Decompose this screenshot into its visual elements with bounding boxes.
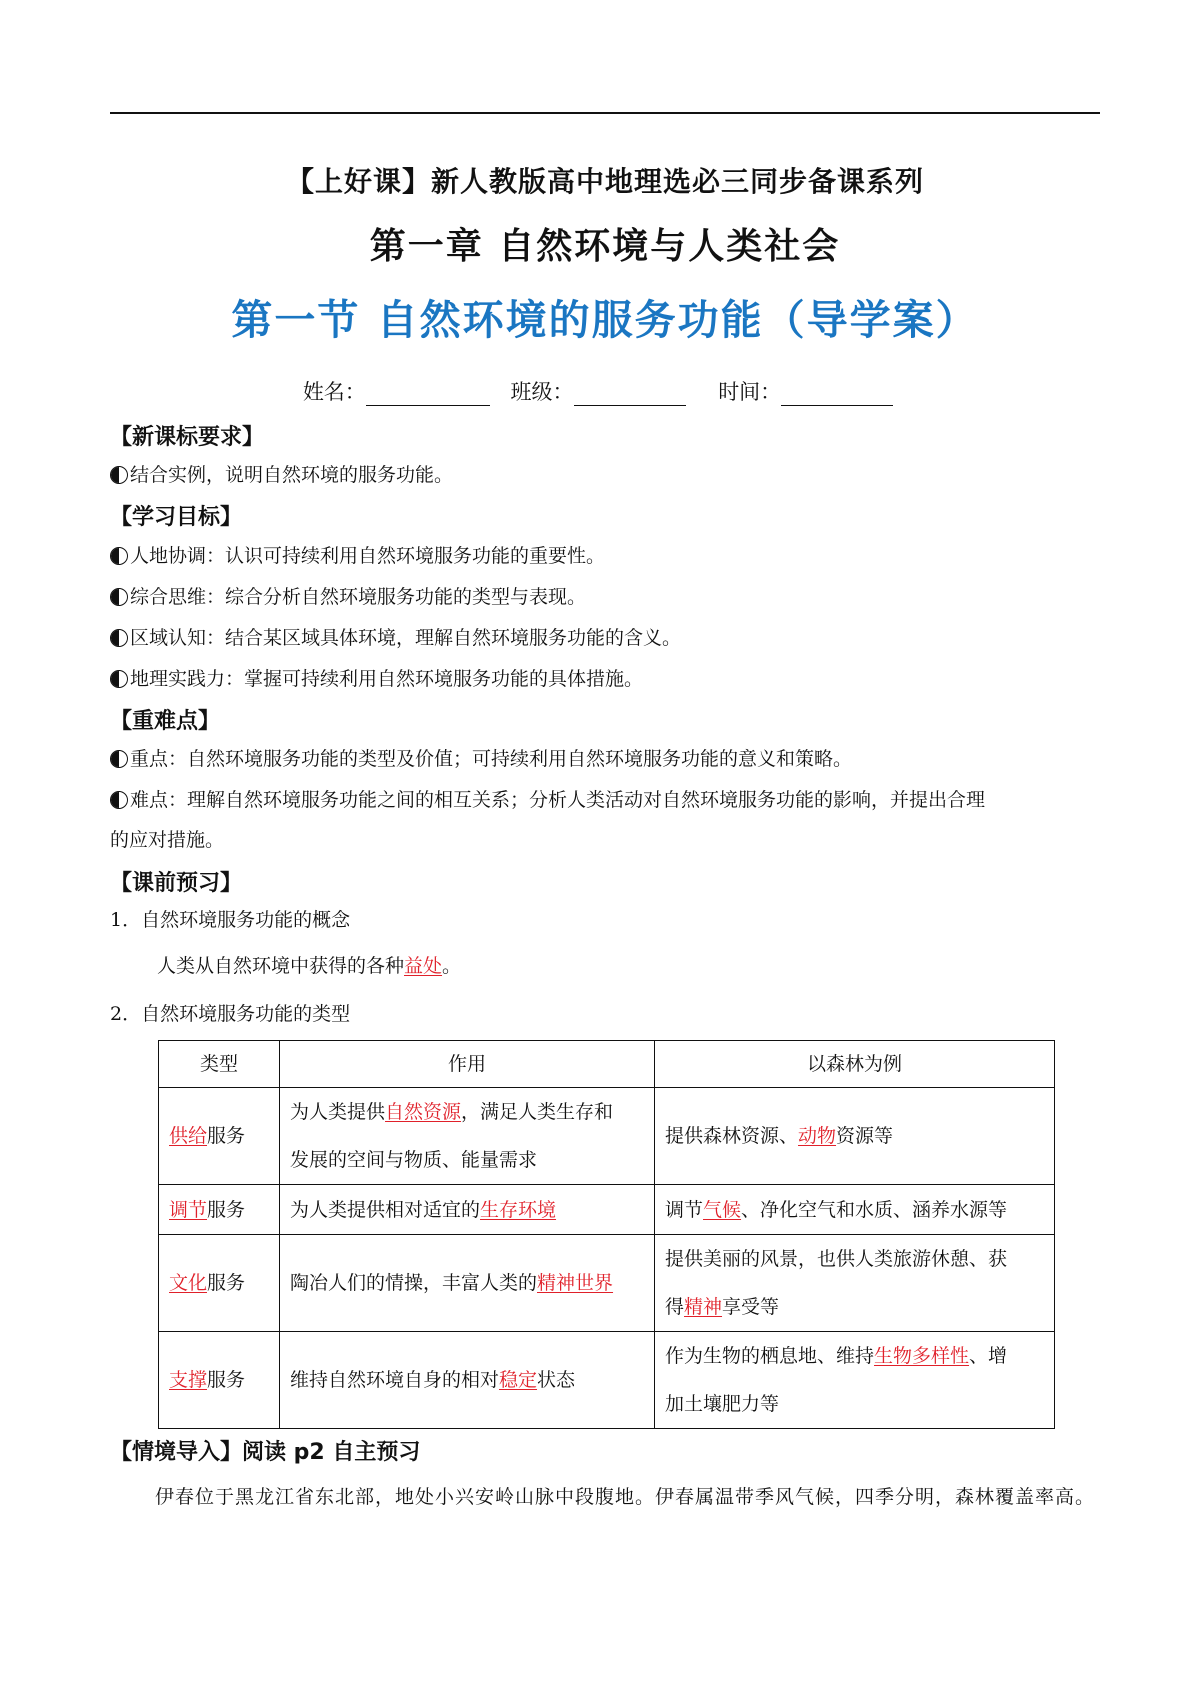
table-row — [159, 1088, 1055, 1185]
answer-text: 调节 — [169, 1198, 208, 1221]
example-cell: 调节气候、净化空气和水质、涵养水源等 — [655, 1185, 1055, 1235]
service-types-table — [158, 1040, 1055, 1429]
answer-text: 气候 — [703, 1198, 742, 1221]
scenario-heading: 【情境导入】阅读 p2 自主预习 — [110, 1440, 421, 1465]
preview-answer-1: 人类从自然环境中获得的各种益处。 — [157, 955, 462, 977]
half-circle-bullet-icon — [110, 547, 128, 565]
answer-text: 精神 — [684, 1296, 723, 1318]
answer-text: 稳定 — [499, 1369, 538, 1391]
table-row — [159, 1235, 1055, 1332]
standards-item: 结合实例，说明自然环境的服务功能。 — [110, 464, 1100, 486]
function-cell: 陶冶人们的情操，丰富人类的精神世界 — [280, 1235, 655, 1332]
answer-text: 动物 — [798, 1125, 837, 1147]
difficult-point-continued: 的应对措施。 — [110, 829, 225, 851]
half-circle-bullet-icon — [110, 588, 128, 606]
objective-item: 地理实践力：掌握可持续利用自然环境服务功能的具体措施。 — [110, 668, 1100, 690]
half-circle-bullet-icon — [110, 791, 128, 809]
keypoints-heading: 【重难点】 — [110, 709, 221, 734]
time-blank[interactable] — [781, 383, 893, 406]
answer-text: 支撑 — [169, 1369, 208, 1391]
column-header-example: 以森林为例 — [655, 1041, 1055, 1088]
name-blank[interactable] — [366, 383, 490, 406]
preview-question-1: 1．自然环境服务功能的概念 — [110, 909, 351, 931]
type-cell: 调节服务 — [159, 1185, 280, 1235]
table-header-row — [159, 1041, 1055, 1088]
type-cell: 文化服务 — [159, 1235, 280, 1332]
difficult-point: 难点：理解自然环境服务功能之间的相互关系；分析人类活动对自然环境服务功能的影响，并提出合理 — [110, 789, 1100, 811]
name-label: 姓名： — [302, 380, 366, 404]
column-header-type: 类型 — [159, 1041, 280, 1088]
type-cell: 支撑服务 — [159, 1332, 280, 1429]
example-cell: 提供美丽的风景，也供人类旅游休憩、获 得精神享受等 — [655, 1235, 1055, 1332]
answer-text: 益处 — [404, 955, 443, 977]
half-circle-bullet-icon — [110, 750, 128, 768]
answer-text: 供给 — [169, 1125, 208, 1147]
half-circle-bullet-icon — [110, 670, 128, 688]
function-cell: 维持自然环境自身的相对稳定状态 — [280, 1332, 655, 1429]
standards-heading: 【新课标要求】 — [110, 425, 265, 450]
class-blank[interactable] — [574, 383, 686, 406]
objective-item: 综合思维：综合分析自然环境服务功能的类型与表现。 — [110, 586, 1100, 608]
example-cell: 作为生物的栖息地、维持生物多样性、增 加土壤肥力等 — [655, 1332, 1055, 1429]
objectives-heading: 【学习目标】 — [110, 505, 243, 530]
series-title: 【上好课】新人教版高中地理选必三同步备课系列 — [285, 165, 924, 198]
answer-text: 精神世界 — [537, 1272, 614, 1294]
answer-text: 生物多样性 — [874, 1345, 970, 1367]
objective-item: 人地协调：认识可持续利用自然环境服务功能的重要性。 — [110, 545, 1100, 567]
preview-question-2: 2．自然环境服务功能的类型 — [110, 1003, 351, 1025]
answer-text: 文化 — [169, 1272, 208, 1294]
half-circle-bullet-icon — [110, 466, 128, 484]
table-row — [159, 1185, 1055, 1235]
key-point: 重点：自然环境服务功能的类型及价值；可持续利用自然环境服务功能的意义和策略。 — [110, 748, 1100, 770]
header-rule — [110, 112, 1100, 114]
column-header-function: 作用 — [280, 1041, 655, 1088]
half-circle-bullet-icon — [110, 629, 128, 647]
time-label: 时间： — [718, 380, 782, 404]
scenario-text: 伊春位于黑龙江省东北部，地处小兴安岭山脉中段腹地。伊春属温带季风气候，四季分明，森林覆盖率高。 — [155, 1486, 1096, 1508]
section-title: 第一节 自然环境的服务功能（导学案） — [231, 296, 979, 344]
function-cell: 为人类提供相对适宜的生存环境 — [280, 1185, 655, 1235]
objective-item: 区域认知：结合某区域具体环境，理解自然环境服务功能的含义。 — [110, 627, 1100, 649]
type-cell: 供给服务 — [159, 1088, 280, 1185]
answer-text: 生存环境 — [480, 1198, 557, 1221]
example-cell: 提供森林资源、动物资源等 — [655, 1088, 1055, 1185]
class-label: 班级： — [510, 380, 574, 404]
chapter-title: 第一章 自然环境与人类社会 — [369, 226, 841, 267]
table-row — [159, 1332, 1055, 1429]
answer-text: 自然资源 — [385, 1101, 462, 1123]
student-info-row — [110, 376, 1100, 406]
preview-heading: 【课前预习】 — [110, 871, 243, 896]
function-cell: 为人类提供自然资源，满足人类生存和 发展的空间与物质、能量需求 — [280, 1088, 655, 1185]
